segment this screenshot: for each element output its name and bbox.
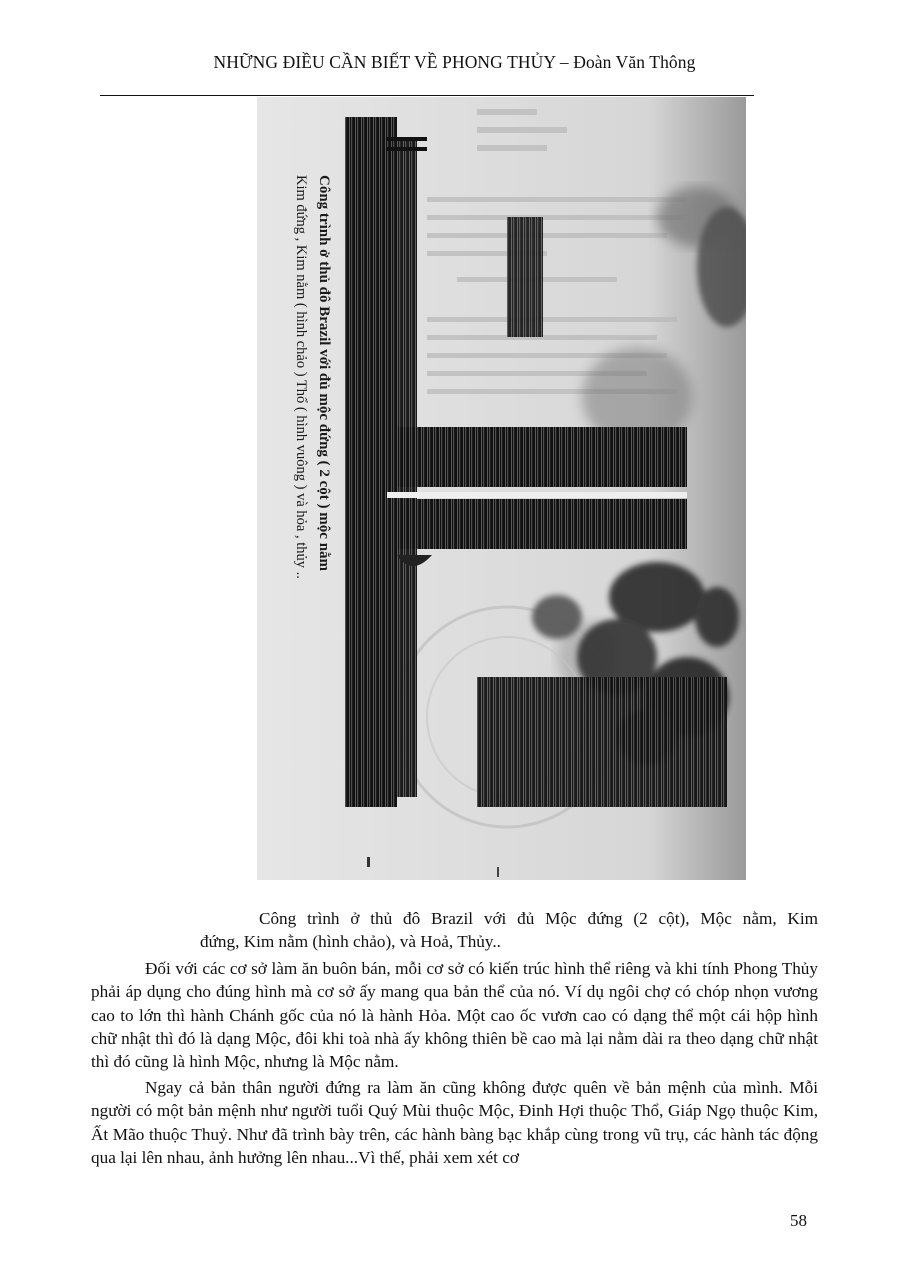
scanned-photo (257, 97, 746, 880)
body-paragraph-2 (91, 1076, 818, 1169)
photo-caption-rotated-line1: Công trình ở thủ đô Brazil với đủ mộc đứng ( 2 cột ) mộc nằm (316, 175, 332, 572)
figure-caption-line2: đứng, Kim nằm (hình chảo), và Hoả, Thủy.. (200, 932, 501, 951)
header-rule (100, 95, 754, 96)
page-number: 58 (790, 1211, 807, 1230)
body-paragraph-1 (91, 957, 818, 1073)
photo-caption-rotated-line2: Kim đứng , Kim nằm ( hình chảo ) Thổ ( hình vuông ) và hỏa , thủy .. (293, 175, 309, 579)
running-header: NHỮNG ĐIỀU CẦN BIẾT VỀ PHONG THỦY – Đoàn Văn Thông (213, 52, 696, 72)
paragraph-text: Đối với các cơ sở làm ăn buôn bán, mỗi cơ sở có kiến trúc hình thể riêng và khi tính Phong Thủy phải áp dụng cho đúng hình mà cơ sở ấy mang qua bản thể của nó. Ví dụ ngôi chợ có chóp nhọn vương cao to lớn thì hành Chánh gốc của nó là hành Hỏa. Một cao ốc vươn cao có dạng thể một cái hộp hình chữ nhật thì đó là dạng Mộc, đôi khi toà nhà ấy không thiên bề cao mà lại nằm dài ra theo dạng chữ nhật thì đó cũng là hình Mộc, nhưng là Mộc nằm. (91, 959, 818, 1072)
figure-caption-line1: Công trình ở thủ đô Brazil với đủ Mộc đứng (2 cột), Mộc nằm, Kim (259, 909, 818, 928)
paragraph-text: Ngay cả bản thân người đứng ra làm ăn cũng không được quên về bản mệnh của mình. Mỗi người có một bản mệnh như người tuổi Quý Mùi thuộc Mộc, Đinh Hợi thuộc Thổ, Giáp Ngọ thuộc Kim, Ất Mão thuộc Thuỷ. Như đã trình bày trên, các hành bàng bạc khắp cùng trong vũ trụ, các hành tác động qua lại lên nhau, ảnh hưởng lên nhau...Vì thế, phải xem xét cơ (91, 1078, 818, 1167)
